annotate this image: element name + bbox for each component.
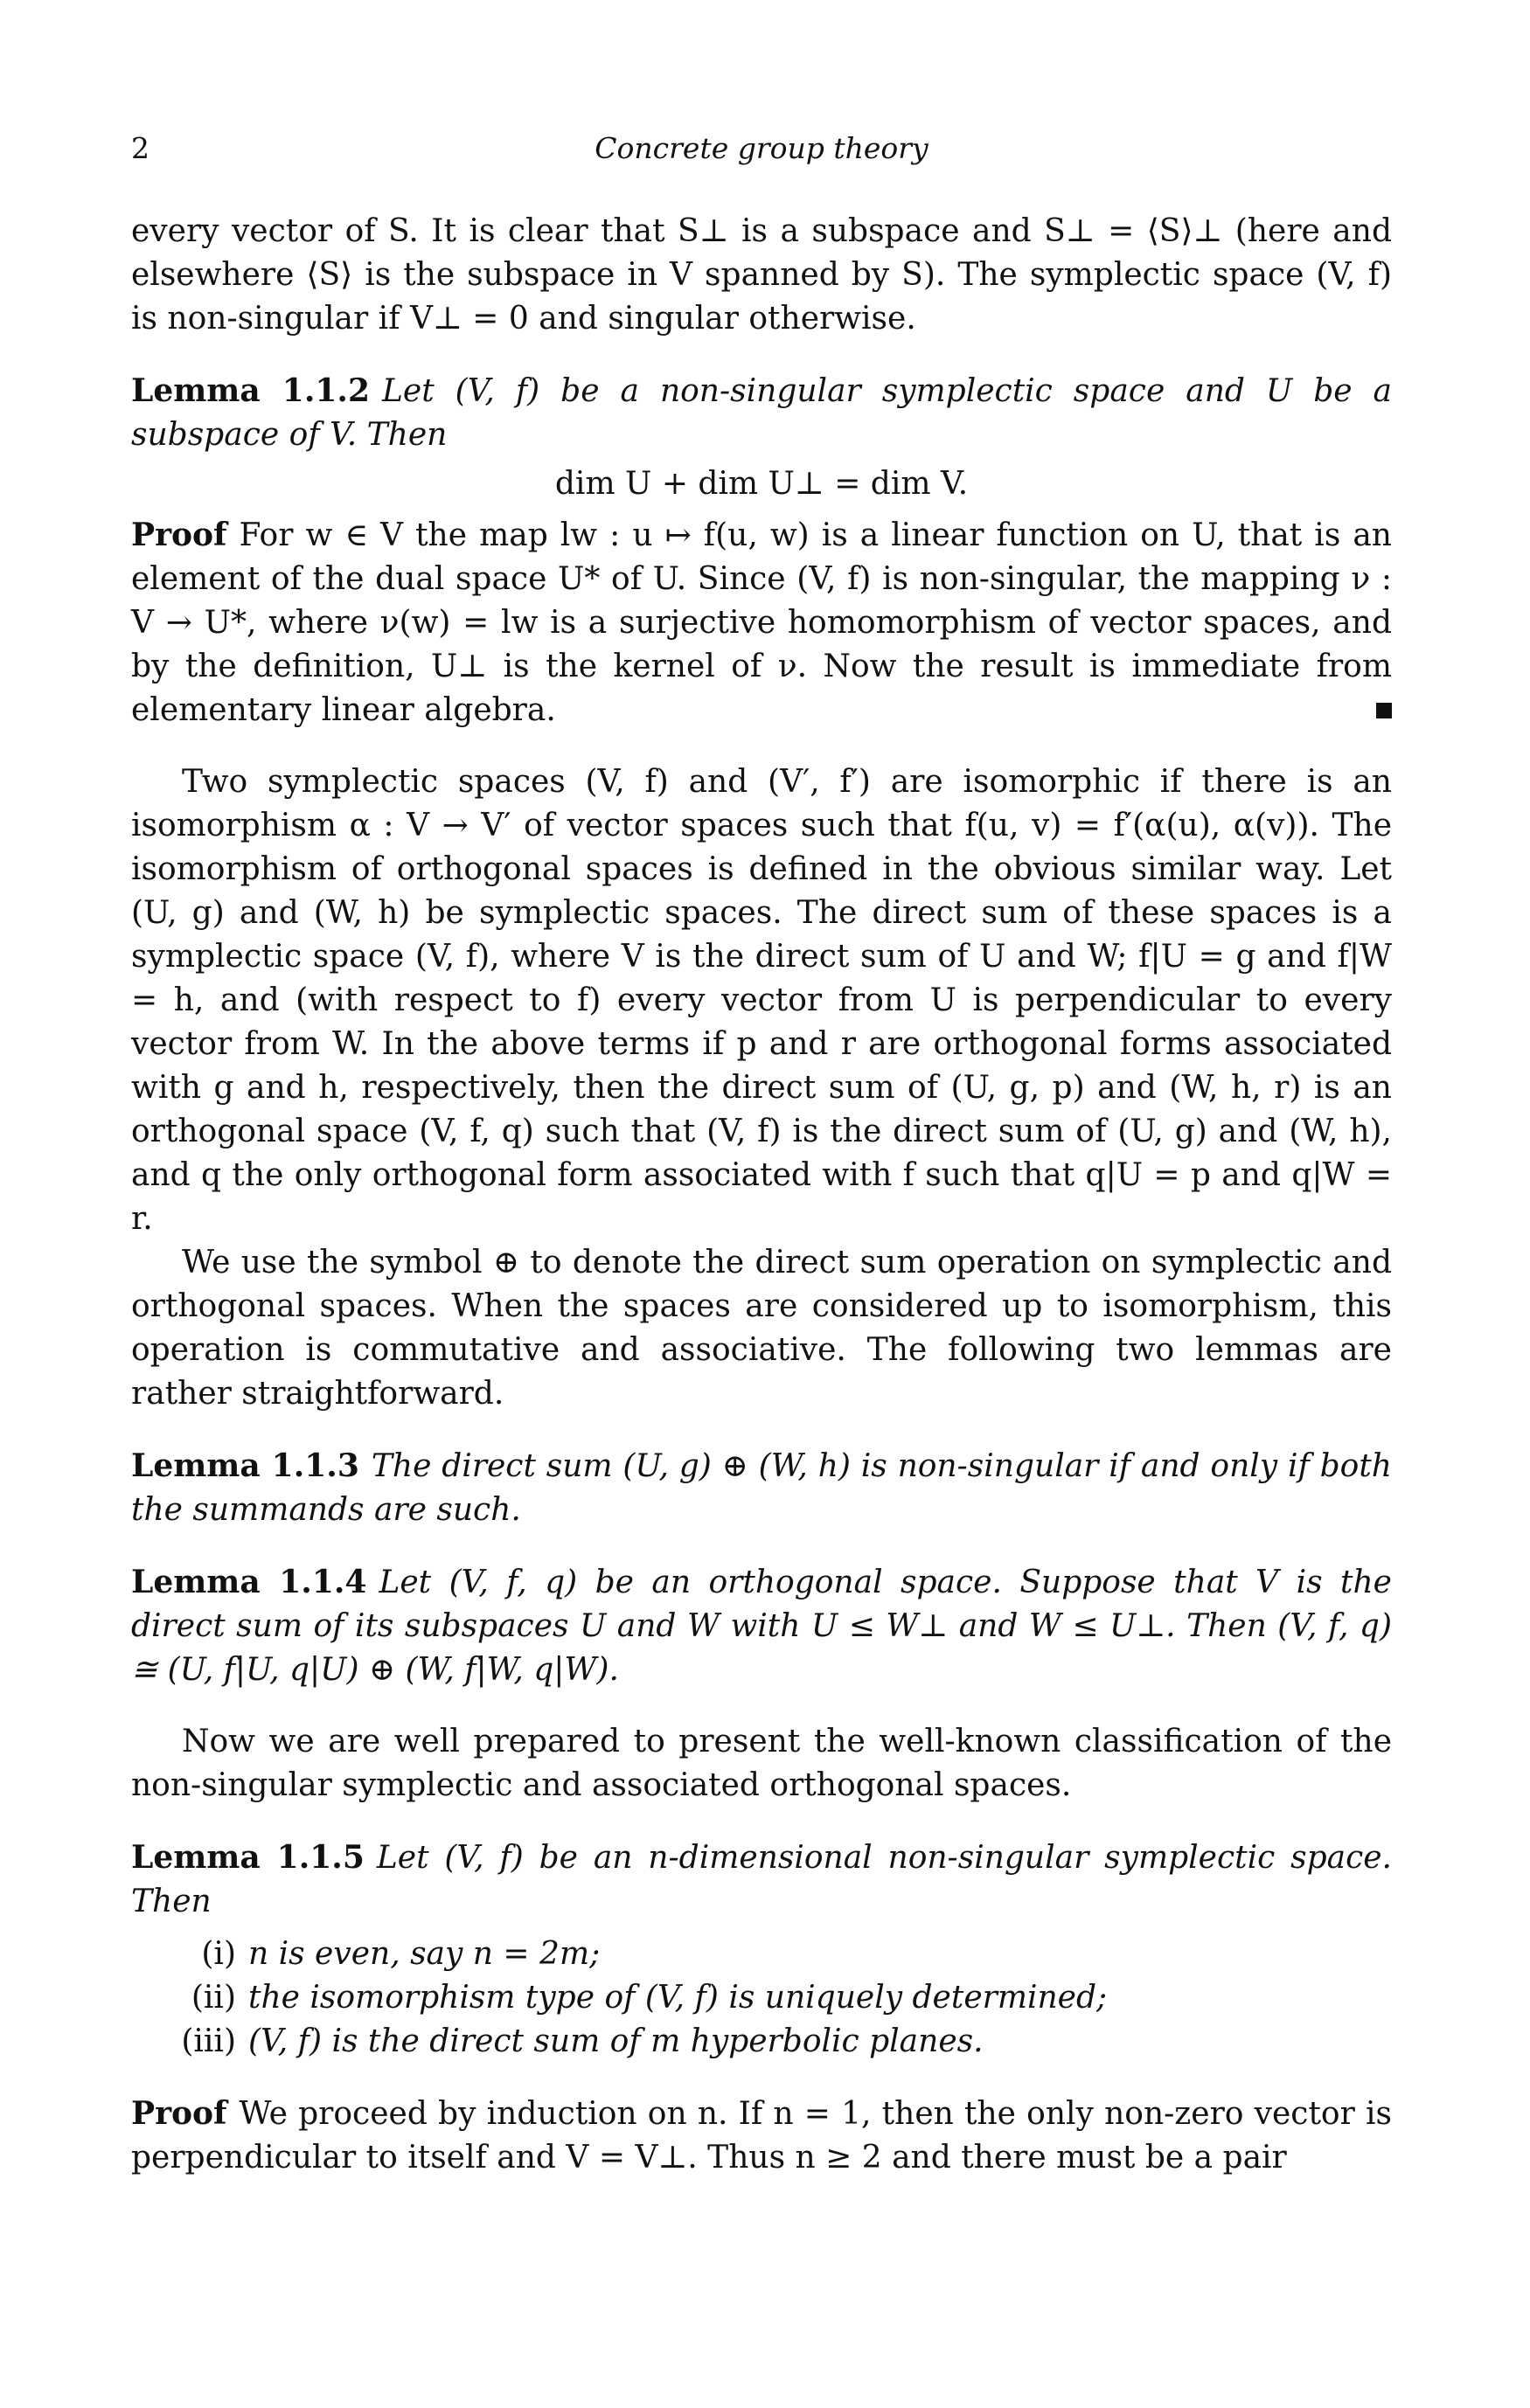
proof-block bbox=[131, 513, 1392, 732]
item-marker: (i) bbox=[201, 1936, 236, 1972]
isomorphism-paragraph: Two symplectic spaces (V, f) and (V′, f′) are isomorphic if there is an isomorphism α : V → V′ of vector spaces such that f(u, v) = f′(α(u), α(v)). The isomorphism of orthogonal spaces is defined in the obvious similar way. Let (U, g) and (W, h) be symplectic spaces. The direct sum of these spaces is a symplectic space (V, f), where V is the direct sum of U and W; f|U = g and f|W = h, and (with respect to f) every vector from U is perpendicular to every vector from W. In the above terms if p and r are orthogonal forms associated with g and h, respectively, then the direct sum of (U, g, p) and (W, h, r) is an orthogonal space (V, f, q) such that (V, f) is the direct sum of (U, g) and (W, h), and q the only orthogonal form associated with f such that q|U = p and q|W = r. bbox=[131, 764, 1392, 1237]
lemma-1-1-4 bbox=[131, 1560, 1392, 1692]
running-head bbox=[131, 131, 1392, 175]
item-text: n is even, say n = 2m; bbox=[248, 1936, 601, 1972]
lemma-heading: Lemma 1.1.5 bbox=[131, 1839, 365, 1876]
running-title: Concrete group theory bbox=[595, 131, 928, 165]
lemma-statement: Let (V, f) be a non-singular symplectic space and U be a subspace of V. Then bbox=[131, 373, 1392, 453]
proof-block bbox=[131, 2092, 1392, 2180]
classification-paragraph: Now we are well prepared to present the well-known classification of the non-singular symplectic and associated orthogonal spaces. bbox=[131, 1724, 1392, 1803]
item-marker: (iii) bbox=[181, 2023, 236, 2059]
lemma-statement: The direct sum (U, g) ⊕ (W, h) is non-singular if and only if both the summands are such. bbox=[131, 1448, 1392, 1528]
lemma-item-list bbox=[131, 1933, 1392, 2064]
item-text: (V, f) is the direct sum of m hyperbolic planes. bbox=[248, 2023, 984, 2059]
lemma-1-1-2 bbox=[131, 369, 1392, 457]
qed-mark bbox=[1376, 703, 1392, 718]
lemma-1-1-5 bbox=[131, 1835, 1392, 1924]
proof-heading: Proof bbox=[131, 2095, 227, 2132]
list-item bbox=[166, 1976, 1392, 2020]
page-number: 2 bbox=[131, 131, 150, 165]
page-body bbox=[131, 210, 1392, 2180]
list-item bbox=[166, 2020, 1392, 2064]
item-text: the isomorphism type of (V, f) is uniquely determined; bbox=[248, 1980, 1108, 2016]
lemma-heading: Lemma 1.1.2 bbox=[131, 372, 371, 409]
lemma-statement: Let (V, f, q) be an orthogonal space. Suppose that V is the direct sum of its subspaces U and W with U ≤ W⊥ and W ≤ U⊥. Then (V, f, q) ≅ (U, f|U, q|U) ⊕ (W, f|W, q|W). bbox=[131, 1565, 1392, 1688]
item-marker: (ii) bbox=[191, 1980, 236, 2016]
list-item bbox=[166, 1933, 1392, 1976]
intro-paragraph: every vector of S. It is clear that S⊥ is a subspace and S⊥ = ⟨S⟩⊥ (here and elsewhere ⟨S⟩ is the subspace in V spanned by S). The symplectic space (V, f) is non-singular if V⊥ = 0 and singular otherwise. bbox=[131, 213, 1392, 337]
proof-heading: Proof bbox=[131, 517, 227, 553]
lemma-statement: Let (V, f) be an n-dimensional non-singular symplectic space. Then bbox=[131, 1840, 1392, 1919]
lemma-1-1-3 bbox=[131, 1444, 1392, 1532]
display-equation: dim U + dim U⊥ = dim V. bbox=[554, 466, 969, 502]
lemma-heading: Lemma 1.1.3 bbox=[131, 1447, 359, 1484]
direct-sum-paragraph: We use the symbol ⊕ to denote the direct sum operation on symplectic and orthogonal spaces. When the spaces are considered up to isomorphism, this operation is commutative and associative. The following two lemmas are rather straightforward. bbox=[131, 1245, 1392, 1412]
proof-text: For w ∈ V the map lw : u ↦ f(u, w) is a linear function on U, that is an element of the dual space U* of U. Since (V, f) is non-singular, the mapping ν : V → U*, where ν(w) = lw is a surjective homomorphism of vector spaces, and by the definition, U⊥ is the kernel of ν. Now the result is immediate from elementary linear algebra. bbox=[131, 517, 1392, 728]
proof-text: We proceed by induction on n. If n = 1, then the only non-zero vector is perpendicular to itself and V = V⊥. Thus n ≥ 2 and there must be a pair bbox=[131, 2096, 1392, 2176]
lemma-heading: Lemma 1.1.4 bbox=[131, 1564, 367, 1600]
